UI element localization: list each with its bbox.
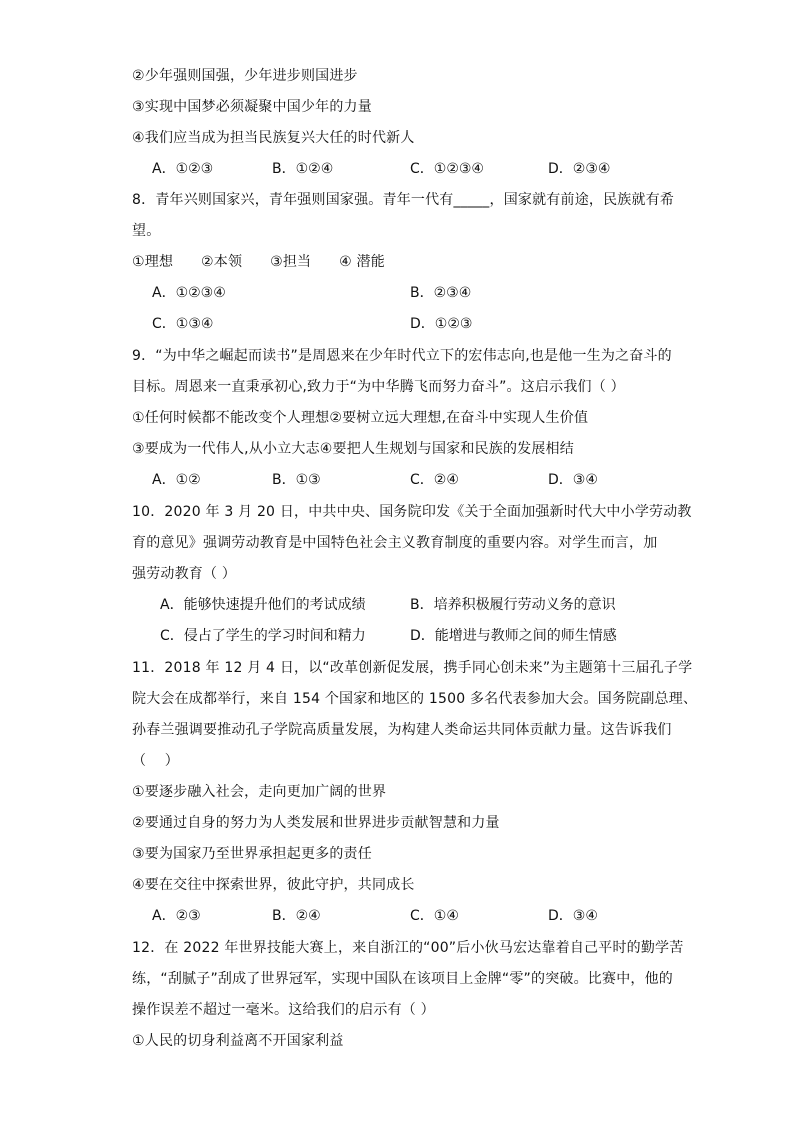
q7-option-c: C．①②③④ xyxy=(410,161,484,177)
q10-option-a: A．能够快速提升他们的考试成绩 xyxy=(160,597,366,613)
q12-stem-line-2: 练，“刮腻子”刮成了世界冠军，实现中国队在该项目上金牌“零”的突破。比赛中，他的 xyxy=(132,971,674,987)
q11-stem-line-1: 11．2018 年 12 月 4 日，以“改革创新促发展，携手同心创未来”为主题第十三届孔子学 xyxy=(132,660,693,676)
q11-stem-line-2: 院大会在成都举行，来自 154 个国家和地区的 1500 多名代表参加大会。国务院副总理、 xyxy=(132,691,698,707)
q11-item-3: ③要为国家乃至世界承担起更多的责任 xyxy=(132,846,372,862)
q9-option-d: D．③④ xyxy=(548,472,598,488)
q8-items: ①理想 ②本领 ③担当 ④ 潜能 xyxy=(132,254,385,270)
q7-item-2: ②少年强则国强，少年进步则国进步 xyxy=(132,68,358,84)
q8-option-a: A．①②③④ xyxy=(152,285,226,301)
q7-option-b: B．①②④ xyxy=(272,161,334,177)
q11-item-1: ①要逐步融入社会，走向更加广阔的世界 xyxy=(132,784,387,800)
q11-option-c: C．①④ xyxy=(410,908,459,924)
q10-stem-line-2: 育的意见》强调劳动教育是中国特色社会主义教育制度的重要内容。对学生而言，加 xyxy=(132,535,658,551)
q8-option-b: B．②③④ xyxy=(410,285,472,301)
q10-stem-line-3: 强劳动教育（ ） xyxy=(132,566,237,582)
q7-item-3: ③实现中国梦必须凝聚中国少年的力量 xyxy=(132,99,372,115)
q9-items-line-2: ③要成为一代伟人,从小立大志④要把人生规划与国家和民族的发展相结 xyxy=(132,441,574,457)
q11-option-b: B．②④ xyxy=(272,908,321,924)
q10-option-b: B．培养积极履行劳动义务的意识 xyxy=(410,597,616,613)
q12-item-1: ①人民的切身利益离不开国家利益 xyxy=(132,1033,344,1049)
q9-option-a: A．①② xyxy=(152,472,201,488)
q11-stem-line-4: （ ） xyxy=(132,753,180,769)
q11-item-4: ④要在交往中探索世界，彼此守护，共同成长 xyxy=(132,877,415,893)
q8-option-d: D．①②③ xyxy=(410,316,473,332)
q7-item-4: ④我们应当成为担当民族复兴大任的时代新人 xyxy=(132,130,415,146)
q12-stem-line-1: 12．在 2022 年世界技能大赛上，来自浙江的“00”后小伙马宏达靠着自己平时的勤学苦 xyxy=(132,940,684,956)
q10-option-c: C．侵占了学生的学习时间和精力 xyxy=(160,628,366,644)
q11-option-d: D．③④ xyxy=(548,908,598,924)
q11-item-2: ②要通过自身的努力为人类发展和世界进步贡献智慧和力量 xyxy=(132,815,500,831)
q9-option-c: C．②④ xyxy=(410,472,459,488)
q9-stem-line-2: 目标。周恩来一直秉承初心,致力于“为中华腾飞而努力奋斗”。这启示我们（ ） xyxy=(132,379,625,395)
q9-stem-line-1: 9．“为中华之崛起而读书”是周恩来在少年时代立下的宏伟志向,也是他一生为之奋斗的 xyxy=(132,348,672,364)
q10-stem-line-1: 10．2020 年 3 月 20 日，中共中央、国务院印发《关于全面加强新时代大中小学劳动教 xyxy=(132,504,692,520)
q9-items-line-1: ①任何时候都不能改变个人理想②要树立远大理想,在奋斗中实现人生价值 xyxy=(132,410,589,426)
q7-option-a: A．①②③ xyxy=(152,161,214,177)
q8-option-c: C．①③④ xyxy=(152,316,214,332)
q11-option-a: A．②③ xyxy=(152,908,201,924)
q7-option-d: D．②③④ xyxy=(548,161,611,177)
q11-stem-line-3: 孙春兰强调要推动孔子学院高质量发展，为构建人类命运共同体贡献力量。这告诉我们 xyxy=(132,722,672,738)
q12-stem-line-3: 操作误差不超过一毫米。这给我们的启示有（ ） xyxy=(132,1002,435,1018)
q8-stem-line-1: 8．青年兴则国家兴，青年强则国家强。青年一代有_____，国家就有前途，民族就有希 xyxy=(132,192,675,208)
q9-option-b: B．①③ xyxy=(272,472,321,488)
q10-option-d: D．能增进与教师之间的师生情感 xyxy=(410,628,617,644)
q8-stem-line-2: 望。 xyxy=(132,223,161,239)
